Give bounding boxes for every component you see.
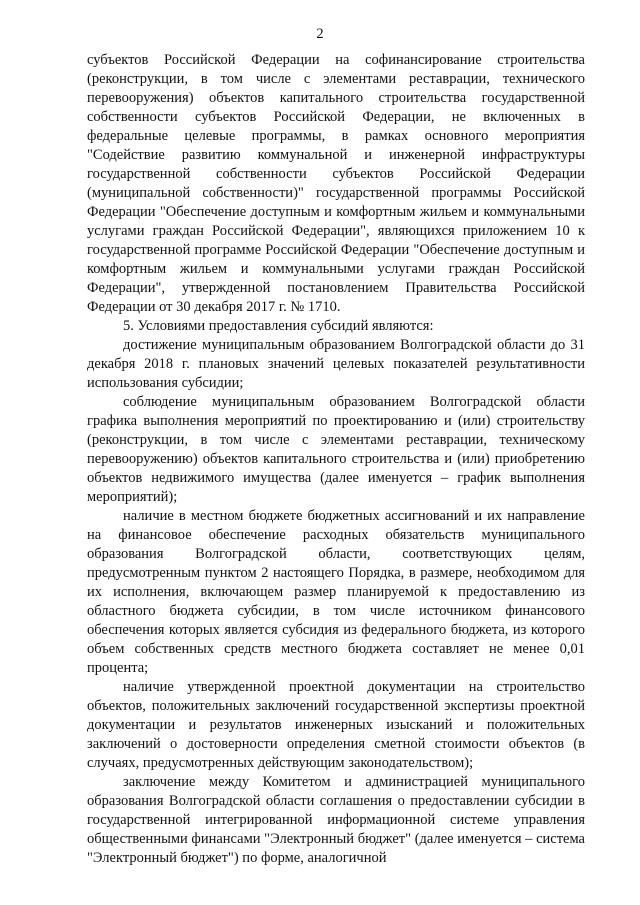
paragraph-condition-schedule: соблюдение муниципальным образованием Волгоградской области графика выполнения мероприятий по проектированию и (или) строительству (реконструкции, в том числе с элементами реставрации, техническому перевооружению) объектов капитального строительства и (или) приобретению объектов недвижимого имущества (далее именуется – график выполнения мероприятий); xyxy=(87,394,585,505)
paragraph-condition-budget: наличие в местном бюджете бюджетных ассигнований и их направление на финансовое обеспечение расходных обязательств муниципального образования Волгоградской области, соответствующих целям, предусмотренным пунктом 2 настоящего Порядка, в размере, необходимом для их исполнения, включающем размер планируемой к предоставлению из областного бюджета субсидии, в том числе источником финансового обеспечения которых является субсидия из федерального бюджета, из которого объем собственных средств местного бюджета составляет не менее 0,01 процента; xyxy=(87,508,585,676)
page-number: 2 xyxy=(316,26,324,42)
paragraph-condition-target-indicators: достижение муниципальным образованием Волгоградской области до 31 декабря 2018 г. плановых значений целевых показателей результативности использования субсидии; xyxy=(87,337,585,391)
paragraph-continuation: субъектов Российской Федерации на софинансирование строительства (реконструкции, в том числе с элементами реставрации, технического перевооружения) объектов капитального строительства государственной собственности субъектов Российской Федерации, не включенных в федеральные целевые программы, в рамках основного мероприятия "Содействие развитию коммунальной и инженерной инфраструктуры государственной собственности субъектов Российской Федерации (муниципальной собственности)" государственной программы Российской Федерации "Обеспечение доступным и комфортным жильем и коммунальными услугами граждан Российской Федерации", являющихся приложением 10 к государственной программе Российской Федерации "Обеспечение доступным и комфортным жильем и коммунальными услугами граждан Российской Федерации", утвержденной постановлением Правительства Российской Федерации от 30 декабря 2017 г. № 1710. xyxy=(87,52,585,315)
document-body xyxy=(87,51,585,868)
paragraph-section-5-heading: 5. Условиями предоставления субсидий являются: xyxy=(123,318,434,334)
paragraph-condition-project-documentation: наличие утвержденной проектной документации на строительство объектов, положительных заключений государственной экспертизы проектной документации и результатов инженерных изысканий и положительных заключений о достоверности определения сметной стоимости объектов (в случаях, предусмотренных действующим законодательством); xyxy=(87,679,585,771)
paragraph-condition-agreement: заключение между Комитетом и администрацией муниципального образования Волгоградской области соглашения о предоставлении субсидии в государственной интегрированной информационной системе управления общественными финансами "Электронный бюджет" (далее именуется – система "Электронный бюджет") по форме, аналогичной xyxy=(87,774,585,866)
